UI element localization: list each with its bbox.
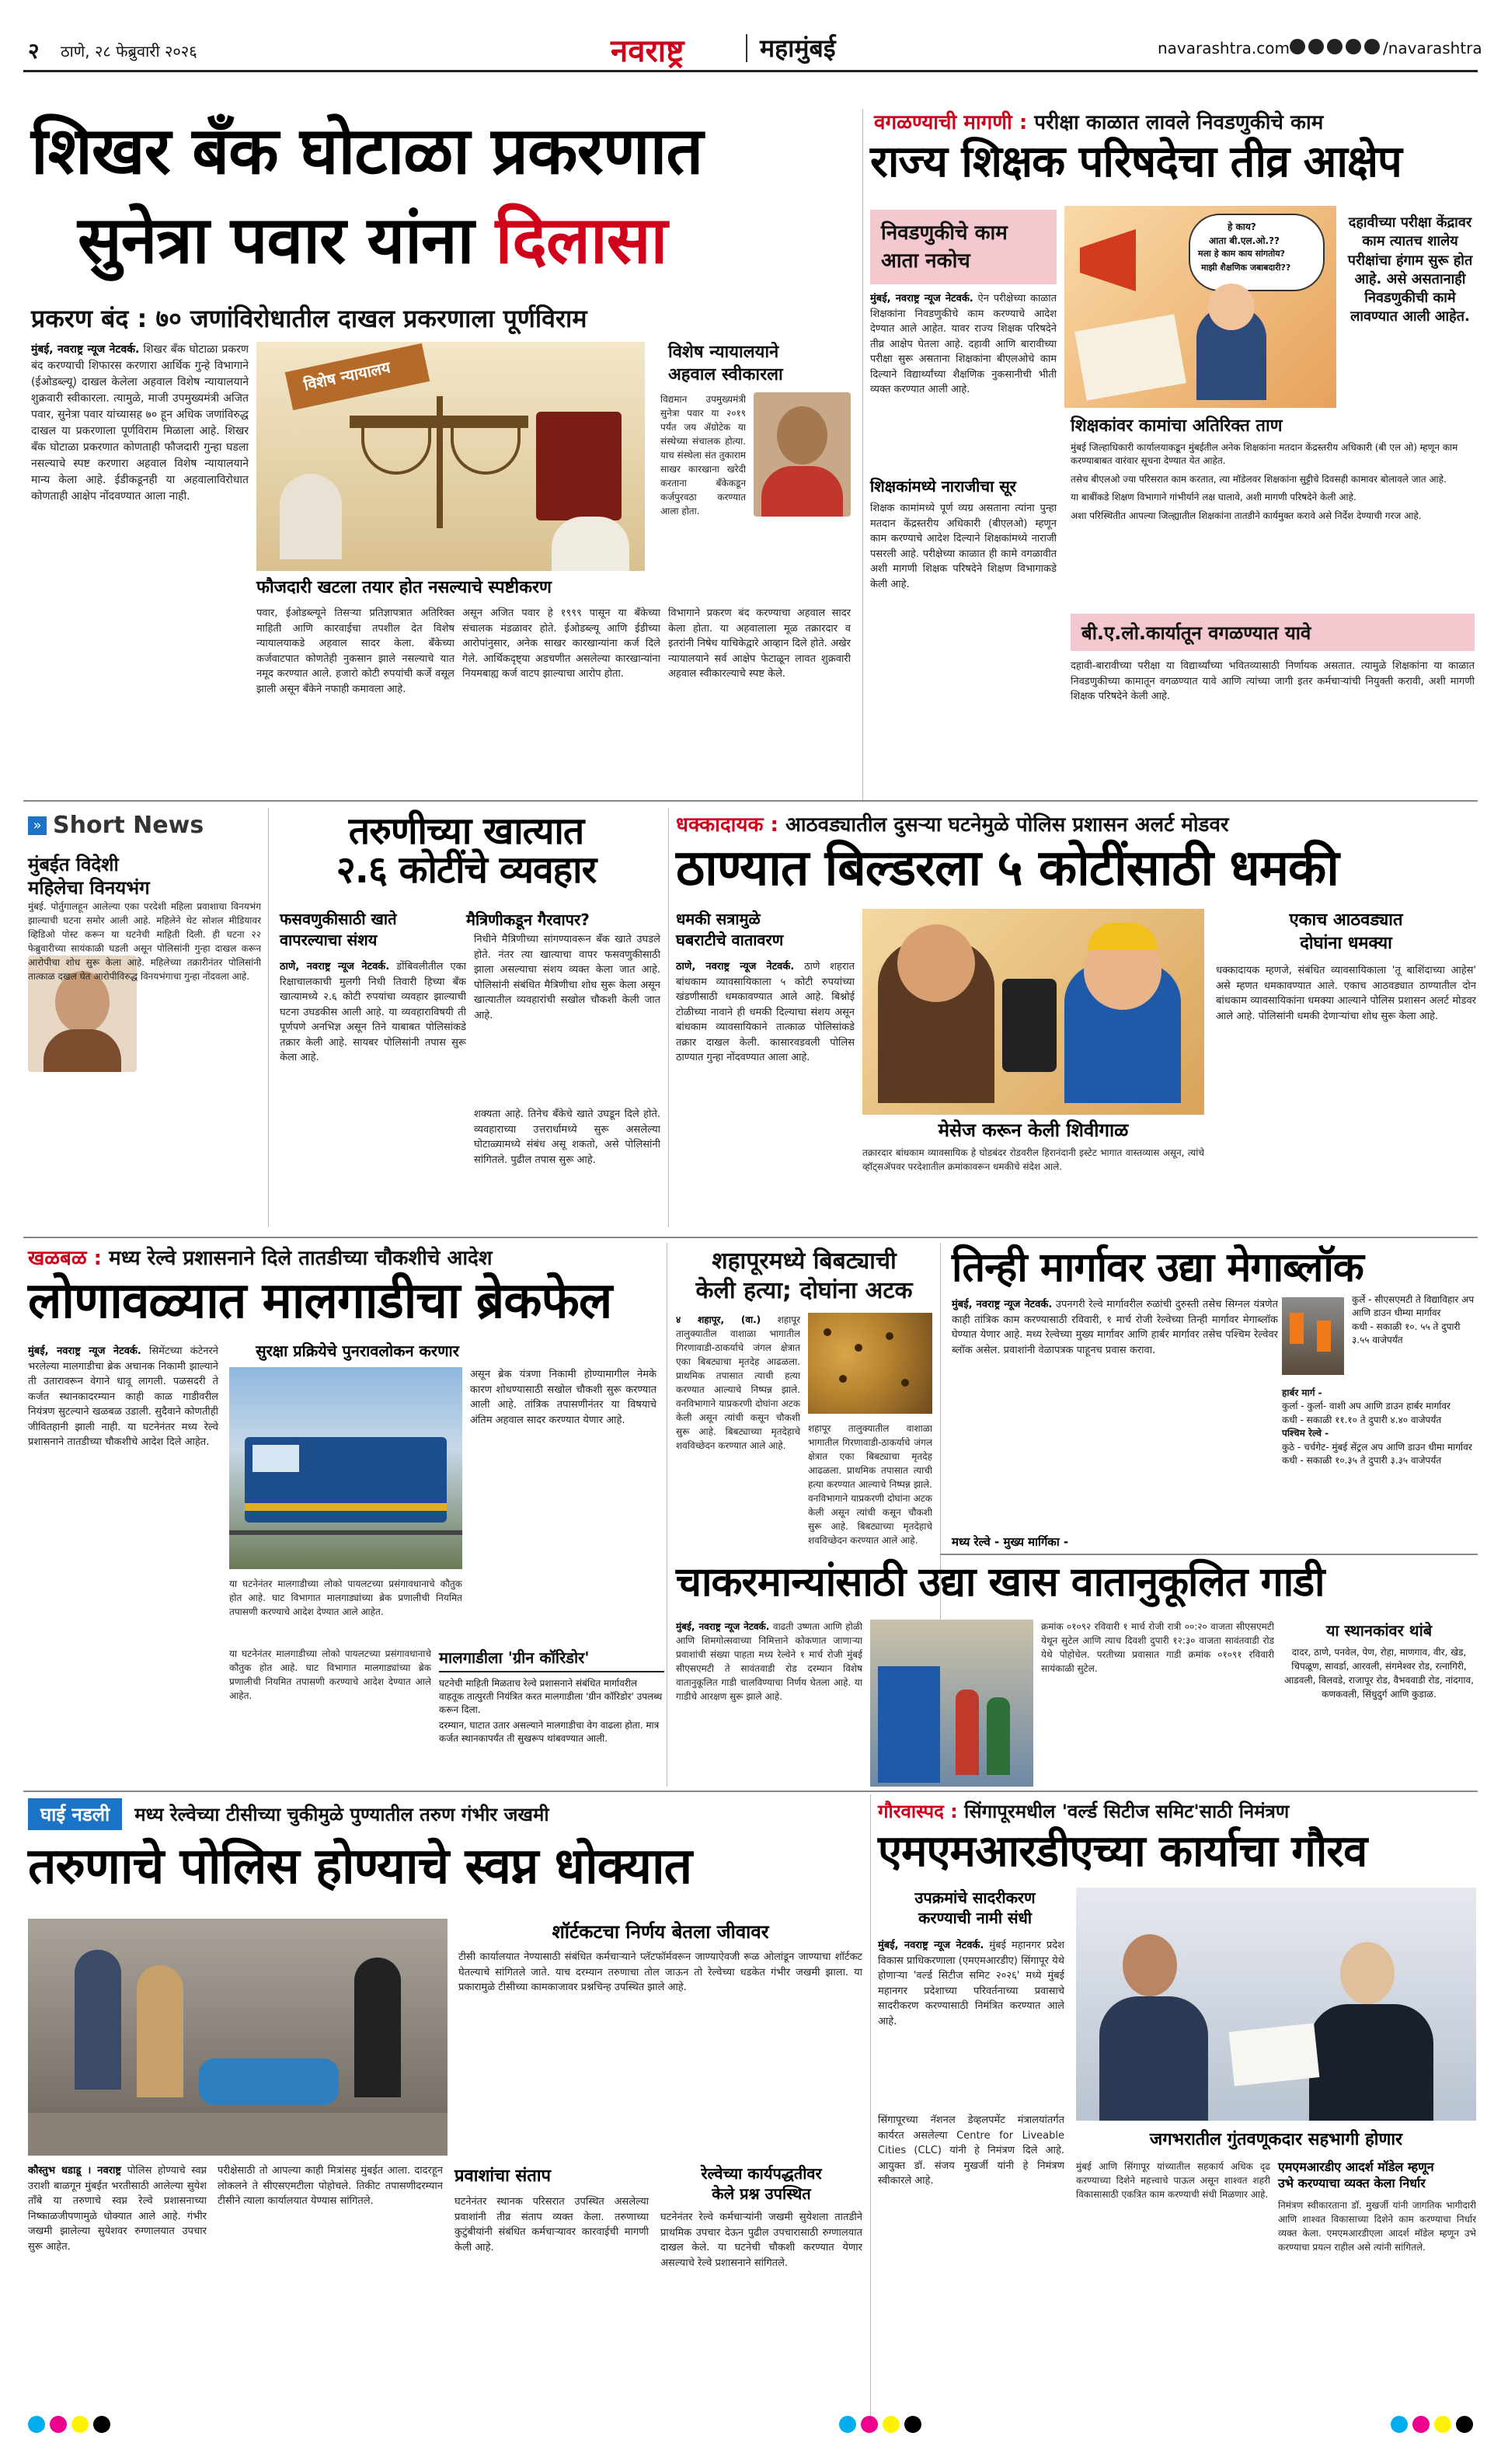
story10-body4: निमंत्रण स्वीकारताना डॉ. मुखर्जी यांनी जागतिक भागीदारी आणि शाश्वत विकासाच्या दिशेने काम करण्याचा निर्धार व्यक्त केला. एमएमआरडीएला आदर्श मॉडेल म्हणून उभे करण्याचा प्रयत्न राहील असे त्यांनी सांगितले. (1278, 2200, 1476, 2253)
story6-headline1: शहापूरमध्ये बिबट्याची (712, 1248, 897, 1275)
story6-leopard-photo (808, 1313, 932, 1414)
story2-dateline: मुंबई, नवराष्ट्र न्यूज नेटवर्क. (870, 293, 973, 305)
story9-kicker-tag: घाई नडली (28, 1798, 122, 1830)
story5-train-photo (229, 1367, 462, 1569)
story2-bullet4: अशा परिस्थितीत आपल्या जिल्ह्यातील शिक्षकांना तातडीने कार्यमुक्त करावे असे निर्देश देण्याची गरज आहे. (1071, 510, 1422, 521)
story9-body3: घटनेनंतर स्थानक परिसरात उपस्थित असलेल्या प्रवाशांनी तीव्र संताप व्यक्त केला. तरुणाच्या कुटुंबीयांनी संबंधित कर्मचाऱ्यावर कारवाईची मागणी केली आहे. (454, 2196, 649, 2253)
yellow-dot (1434, 2416, 1451, 2433)
story8-box-body: दादर, ठाणे, पनवेल, पेण, रोहा, माणगाव, वीर, खेड, चिपळूण, सावर्डा, आरवली, संगमेश्वर रोड, रत्नागिरी, आडवली, विलवडे, राजापूर रोड, वैभववाडी रोड, नांदगाव, कणकवली, सिंधुदुर्ग आणि कुडाळ. (1284, 1647, 1474, 1700)
story2-body2: शिक्षक कामांमध्ये पूर्ण व्यग्र असताना त्यांना पुन्हा मतदान केंद्रस्तरीय अधिकारी (बीएलओ) म्हणून काम करण्याचे आदेश दिल्याने शिक्षकांमध्ये नाराजी पसरली आहे. परीक्षेच्या काळात ही कामे वगळावीत अशी मागणी शिक्षक परिषदेने शिक्षण विभागाकडे केली आहे. (870, 503, 1057, 590)
story1-subhead: प्रकरण बंद : ७० जणांविरोधातील दाखल प्रकरणाला पूर्णविराम (31, 304, 587, 333)
story10-dateline: मुंबई, नवराष्ट्र न्यूज नेटवर्क. (878, 1940, 984, 1951)
story10-headline: एमएमआरडीएच्या कार्याचा गौरव (878, 1826, 1367, 1877)
story1-headline2-highlight: दिलासा (495, 202, 667, 278)
story9-body1: पोलिस होण्याचे स्वप्न उराशी बाळगून मुंबईत भरतीसाठी आलेल्या सुयेश ताँबे या तरुणाचे स्वप्न रेल्वे प्रशासनाच्या निष्काळजीपणामुळे धोक्यात आले आहे. गंभीर जखमी झालेल्या सुयेशवर रुग्णालयात उपचार सुरू आहेत. (28, 2165, 207, 2253)
edition-date: ठाणे, २८ फेब्रुवारी २०२६ (61, 42, 197, 61)
story4-kicker-tag: धक्कादायक : (676, 813, 778, 837)
story4-body1: ठाणे शहरात बांधकाम व्यावसायिकाला ५ कोटी रुपयांच्या खंडणीसाठी धमकावण्यात आले आहे. बिश्नोई टोळीच्या नावाने ही धमकी दिल्याचा संशय असून बांधकाम व्यावसायिकाने तात्काळ पोलिसांकडे तक्रार दाखल केली. कासारवडवली पोलिस ठाण्यात गुन्हा नोंदवण्यात आला आहे. (676, 961, 855, 1063)
yellow-dot (71, 2416, 89, 2433)
story7-right1: कुर्ले - सीएसएमटी ते विद्याविहार अप आणि डाउन धीम्या मार्गावर (1352, 1294, 1475, 1319)
short-news-body: मुंबई. पोर्तुगालहून आलेल्या एका परदेशी महिला प्रवाशाचा विनयभंग झाल्याची घटना समोर आली आहे. महिलेने थेट सोशल मीडियावर व्हिडिओ पोस्ट करून या घटनेची माहिती दिली. ही घटना २२ फेब्रुवारीच्या सायंकाळी घडली असून पोलिसांनी गुन्हा दाखल करून आरोपीचा शोध सुरू केला आहे. महिलेच्या तक्रारीनंतर पोलिसांनी तात्काळ दखल घेत आरोपीविरुद्ध विनयभंगाचा गुन्हा नोंदवला आहे. (28, 901, 261, 982)
short-news-label (28, 812, 204, 839)
story2-col1 (870, 291, 1057, 470)
story5-image-caption: सुरक्षा प्रक्रियेचे पुनरावलोकन करणार (256, 1342, 459, 1360)
story5-kicker-tag: खळबळ : (28, 1247, 103, 1270)
story1-side-body: विद्यमान उपमुख्यमंत्री सुनेत्रा पवार या २०१९ पर्यंत जय ॲग्रोटेक या संस्थेच्या संचालक होत्या. याच संस्थेला संत तुकाराम साखर कारखाना खरेदी करताना बँकेकडून कर्जपुरवठा करण्यात आला होता. (660, 394, 746, 517)
story7-dateline: मुंबई, नवराष्ट्र न्यूज नेटवर्क. (952, 1299, 1053, 1310)
story7-right4: कुर्ला - कुर्ला- वाशी अप आणि डाउन हार्बर मार्गावर (1282, 1401, 1451, 1412)
story2-headline: राज्य शिक्षक परिषदेचा तीव्र आक्षेप (870, 137, 1402, 187)
story4-sub1a: धमकी सत्रामुळे (676, 910, 761, 928)
story6-headline (676, 1247, 932, 1305)
story8-station-photo (870, 1620, 1033, 1787)
sunetra-photo (754, 392, 851, 517)
col-divider-main (862, 109, 863, 800)
cartoon-bubble-text1: हे काय? (1228, 221, 1256, 232)
story1-side-head2: अहवाल स्वीकारला (668, 364, 783, 385)
story2-body1: ऐन परीक्षेच्या काळात शिक्षकांना निवडणुकीचे काम करण्याचे आदेश देण्यात आले आहेत. यावर राज्य शिक्षक परिषदेने तीव्र आक्षेप घेतला आहे. दहावी आणि बारावीच्या परीक्षा सुरू असताना शिक्षकांना बीएलओचे काम दिल्याने विद्यार्थ्यांच्या शैक्षणिक नुकसानीची भीती व्यक्त करण्यात आली आहे. (870, 293, 1057, 395)
story3-headline1: तरुणीच्या खात्यात (348, 809, 584, 853)
story1-image-caption: फौजदारी खटला तयार होत नसल्याचे स्पष्टीकरण (256, 578, 552, 597)
story5-box-head: मालगाडीला 'ग्रीन कॉरिडोर' (439, 1647, 664, 1672)
story4-headline: ठाण्यात बिल्डरला ५ कोटींसाठी धमकी (676, 840, 1339, 897)
story8-box (1282, 1620, 1476, 1701)
twitter-icon[interactable] (1308, 39, 1324, 54)
story10-body3: मुंबई आणि सिंगापूर यांच्यातील सहकार्य अधिक दृढ करण्याच्या दिशेने महत्त्वाचे पाऊल असून शाश्वत शहरी विकासासाठी एकत्रित काम करण्याची संधी मिळणार आहे. (1076, 2161, 1270, 2200)
story6-dateline: ४ शहापूर, (वा.) (676, 1314, 761, 1325)
story5-body4-text: या घटनेनंतर मालगाडीच्या लोको पायलटच्या प्रसंगावधानाचे कौतुक होत आहे. घाट विभागात मालगाड्यांच्या ब्रेक प्रणालीची नियमित तपासणी करण्याचे आदेश देण्यात आले आहेत. (229, 1648, 431, 1701)
brand-logo: नवराष्ट्र (611, 33, 684, 69)
short-news-title: Short News (53, 812, 204, 839)
story8-box-head: या स्थानकांवर थांबे (1325, 1621, 1433, 1640)
story1-side-head1: विशेष न्यायालयाने (668, 343, 779, 362)
story8-body2: क्रमांक ०१०९२ रविवारी १ मार्च रोजी रात्री ००:२० वाजता सीएसएमटी येथून सुटेल आणि त्याच दिवशी दुपारी १२:३० वाजता सावंतवाडी रोड येथे पोहोचेल. परतीच्या प्रवासात गाडी क्रमांक ०१०९१ रविवारी सायंकाळी सुटेल. (1041, 1621, 1274, 1674)
story6-body2 (808, 1422, 932, 1639)
story9-sub3b: केले प्रश्न उपस्थित (712, 2184, 811, 2203)
story5-kicker (28, 1243, 657, 1271)
cartoon-bubble-text2: आता बी.एल.ओ.?? (1209, 235, 1280, 246)
story1-headline2-a: सुनेत्रा पवार यांना (78, 202, 496, 278)
header-rule (23, 70, 1478, 72)
story1-side-head (668, 342, 847, 386)
story1-body1: शिखर बँक घोटाळा प्रकरण बंद करण्याची शिफारस करणारा आर्थिक गुन्हे विभागाने (ईओडब्ल्यू) दाखल केलेला अहवाल विशेष न्यायालयाने शुक्रवारी स्वीकारला. त्यामुळे, माजी उपमुख्यमंत्री अजित पवार, सुनेत्रा पवार यांच्यासह ७० हून अधिक जणांविरुद्ध दाखल या प्रकरणाला पूर्णविराम मिळाला आहे. शिखर बँक घोटाळा प्रकरणात कोणताही फौजदारी गुन्हा घडला नसल्याचे स्पष्ट करणारा अहवाल विशेष न्यायालयाने मान्य केला आहे. ईडीकडूनही या अहवालाविरोधात कोणताही आक्षेप नोंदवण्यात आला नाही. (31, 343, 249, 503)
story10-image-caption: जगभरातील गुंतवणूकदार सहभागी होणार (1149, 2130, 1403, 2149)
story3-dateline: ठाणे, नवराष्ट्र न्यूज नेटवर्क. (280, 961, 390, 973)
story2-body3: दहावी-बारावीच्या परीक्षा या विद्यार्थ्यांच्या भवितव्यासाठी निर्णायक असतात. त्यामुळे शिक्षकांना या काळात निवडणुकीच्या कामातून वगळण्यात यावे आणि त्यांच्या जागी इतर कर्मचाऱ्यांची नियुक्ती करावी, अशी मागणी शिक्षक परिषदेने केली आहे. (1071, 660, 1475, 702)
short-news-headline2: महिलेचा विनयभंग (28, 877, 150, 899)
story2-sidebar: दहावीच्या परीक्षा केंद्रावर काम त्यातच शालेय परीक्षांचा हंगाम सुरू होत आहे. असे असतानाही निवडणुकीची कामे लावण्यात आली आहेत. (1347, 214, 1473, 325)
youtube-icon[interactable] (1346, 39, 1361, 54)
story9-sub2: प्रवाशांचा संताप (454, 2166, 552, 2186)
story4-body3: धक्कादायक म्हणजे, संबंधित व्यावसायिकाला 'तू बाशिंदाच्या आहेस' असे म्हणत धमकावण्यात आले. एकाच आठवड्यात ठाण्यातील दोन बांधकाम व्यावसायिकांना धमक्या आल्याने पोलिस प्रशासन अलर्ट मोडवर आले आहे. पोलिसांनी धमकी देणाऱ्यांचा शोध सुरू केला आहे. (1216, 965, 1476, 1022)
story2-bullet3: या बाबींकडे शिक्षण विभागाने गांभीर्याने लक्ष घालावे, अशी मागणी परिषदेने केली आहे. (1071, 492, 1356, 503)
col-divider-short (268, 808, 269, 1227)
story4-sub2 (1216, 909, 1476, 955)
story9-col1 (28, 2163, 207, 2412)
page-number: २ (28, 38, 40, 64)
story5-box-b2: दरम्यान, घाटात उतार असल्याने मालगाडीचा वेग वाढला होता. मात्र कर्जत स्थानकापर्यंत ती सुखरूप थांबवण्यात आली. (439, 1720, 660, 1745)
story6-headline2: केली हत्या; दोघांना अटक (695, 1276, 913, 1304)
story5-col1 (28, 1344, 218, 1787)
story10-sub2 (1278, 2159, 1476, 2192)
story8-col1 (676, 1620, 862, 1787)
story10-sub2b: उभे करण्याचा व्यक्त केला निर्धार (1278, 2175, 1426, 2191)
col-divider-story9 (870, 1794, 871, 2416)
story2-bullet2: तसेच बीएलओ ज्या परिसरात काम करतात, त्या मॉडेलवर शिक्षकांना सुट्टीचे दिवसही कामावर बोलावले जात आहे. (1071, 473, 1447, 485)
story2-pink-box2 (1071, 614, 1475, 651)
story10-sub1a: उपक्रमांचे सादरीकरण (914, 1888, 1036, 1907)
magenta-dot (1412, 2416, 1430, 2433)
story9-kicker-text: मध्य रेल्वेच्या टीसीच्या चुकीमुळे पुण्यातील तरुण गंभीर जखमी (134, 1804, 549, 1825)
story2-cartoon (1064, 206, 1336, 408)
header-divider (746, 34, 747, 62)
story4-kicker (676, 809, 1476, 837)
story4-sub1b: घबराटीचे वातावरण (676, 931, 784, 949)
story7-right6: पश्चिम रेल्वे - (1282, 1428, 1329, 1439)
story5-dateline: मुंबई, नवराष्ट्र न्यूज नेटवर्क. (28, 1345, 141, 1357)
story7-col1 (952, 1297, 1278, 1530)
story7-right3: हार्बर मार्ग - (1282, 1387, 1322, 1398)
story9-headline: तरुणाचे पोलिस होण्याचे स्वप्न धोक्यात (28, 1838, 692, 1895)
story4-dateline: ठाणे, नवराष्ट्र न्यूज नेटवर्क. (676, 961, 795, 973)
story7-right-list2 (1282, 1387, 1476, 1467)
black-dot (1456, 2416, 1473, 2433)
story3-headline (280, 809, 653, 893)
story8-headline: चाकरमान्यांसाठी उद्या खास वातानुकूलित गाडी (676, 1559, 1325, 1606)
story7-headline: तिन्ही मार्गावर उद्या मेगाब्लॉक (952, 1244, 1363, 1291)
story7-track-photo (1282, 1297, 1344, 1375)
section-rule-4 (23, 1791, 1478, 1792)
story2-kicker-text: परीक्षा काळात लावले निवडणुकीचे काम (1027, 111, 1324, 134)
story10-col1 (878, 1938, 1064, 2109)
story1-col-c: विभागाने प्रकरण बंद करण्याचा अहवाल सादर केला होता. या अहवालाला मूळ तक्रारदार व इतरांनी निषेध याचिकेद्वारे आव्हान दिले होते. अखेर न्यायालयाने सर्व आक्षेप फेटाळून लावत शुक्रवारी अहवाल स्वीकारल्याचे स्पष्ट केले. (668, 607, 851, 680)
story5-box (439, 1647, 664, 1787)
story10-sub1 (878, 1888, 1072, 1928)
story4-sub2b: दोघांना धमक्या (1300, 933, 1392, 953)
yellow-dot (883, 2416, 900, 2433)
story10-body1: मुंबई महानगर प्रदेश विकास प्राधिकरणाला (एमएमआरडीए) सिंगापूर येथे होणाऱ्या 'वर्ल्ड सिटीज समिट २०२६' मध्ये मुंबई महानगर प्रदेशाच्या परिवर्तनाच्या प्रवासाचे सादरीकरण करण्यासाठी निमंत्रित करण्यात आले आहे. (878, 1940, 1064, 2027)
short-news-headline1: मुंबईत विदेशी (28, 854, 119, 875)
cyan-dot (1391, 2416, 1408, 2433)
story4-illustration (862, 909, 1204, 1115)
story8-body1: वाढती उष्णता आणि होळी आणि शिमगोत्सवाच्या निमित्ताने कोकणात जाणाऱ्या प्रवाशांची संख्या पाहता मध्य रेल्वेने १ मार्च रोजी मुंबई सीएसएमटी ते सावंतवाडी रोड दरम्यान विशेष वातानुकूलित गाडी चालविण्याचा निर्णय घेतला आहे. या गाडीचे आरक्षण सुरू झाले आहे. (676, 1621, 862, 1702)
cartoon-bubble-text4: माझी शैक्षणिक जबाबदारी?? (1201, 263, 1291, 273)
story1-illustration (256, 342, 645, 571)
story3-sub1a: फसवणुकीसाठी खाते (280, 910, 397, 928)
story2-subhead-a: शिक्षकांमध्ये नाराजीचा सूर (870, 477, 1016, 496)
story2-kicker (874, 107, 1480, 135)
story3-body2: निधीने मैत्रिणीच्या सांगण्यावरून बँक खाते उघडले होते. नंतर त्या खात्याचा वापर फसवणुकीसाठी झाला असल्याचा संशय व्यक्त केला जात आहे. पोलिसांनी संबंधित मैत्रिणीचा शोध सुरू केला असून खात्यातील व्यवहारांची सखोल चौकशी केली जात आहे. (474, 934, 660, 1021)
magenta-dot (861, 2416, 878, 2433)
story5-kicker-text: मध्य रेल्वे प्रशासनाने दिले तातडीच्या चौकशीचे आदेश (102, 1247, 493, 1270)
registration-marks-center (839, 2416, 921, 2433)
story9-dateline: कौस्तुभ धडाडू । नवराष्ट्र (28, 2165, 122, 2177)
story5-body2: या घटनेनंतर मालगाडीच्या लोको पायलटच्या प्रसंगावधानाचे कौतुक होत आहे. घाट विभागात मालगाड्यांच्या ब्रेक प्रणालीची नियमित तपासणी करण्याचे आदेश देण्यात आले आहेत. (229, 1578, 462, 1617)
story2-bullet1: मुंबई जिल्हाधिकारी कार्यालयाकडून मुंबईतील अनेक शिक्षकांना मतदान केंद्रस्तरीय अधिकारी (बी एल ओ) म्हणून काम करण्याबाबत वारंवार सूचना देण्यात येत आहेत. (1071, 442, 1458, 467)
story2-pink-head1: निवडणुकीचे काम (881, 221, 1008, 245)
story2-pink-box (870, 210, 1057, 284)
story9-sub1: शॉर्टकटचा निर्णय बेतला जीवावर (552, 1921, 769, 1943)
story4-image-caption: मेसेज करून केली शिवीगाळ (938, 1119, 1129, 1141)
story3-sub1b: वापरल्याचा संशय (280, 931, 378, 949)
story2-bullets (1071, 441, 1475, 523)
story2-box-head: शिक्षकांवर कामांचा अतिरिक्त ताण (1071, 416, 1283, 436)
story7-right2: कधी - सकाळी १०. ५५ ते दुपारी ३.५५ वाजेपर्यंत (1352, 1321, 1461, 1346)
story8-dateline: मुंबई, नवराष्ट्र न्यूज नेटवर्क. (676, 1621, 770, 1632)
story7-right-list (1352, 1293, 1476, 1348)
story6-body: शहापूर तालुक्यातील वाशाळा भागातील गिरणावाडी-ठाकर्याचे जंगल क्षेत्रात एका बिबट्याचा मृतदेह आढळला. प्राथमिक तपासात त्याची हत्या करण्यात आल्याचे निष्पन्न झाले. वनविभागाने याप्रकरणी दोघांना अटक केली असून त्यांची कसून चौकशी सुरू आहे. बिबट्याच्या मृतदेहाचे शवविच्छेदन करण्यात आले आहे. (676, 1314, 800, 1451)
story7-body: उपनगरी रेल्वे मार्गावरील रुळांची दुरुस्ती तसेच सिग्नल यंत्रणेत काही तांत्रिक काम करण्यासाठी रविवारी, १ मार्च रोजी रेल्वेच्या तिन्ही मार्गावर मेगाब्लॉक घेण्यात येणार आहे. मध्य रेल्वेच्या मुख्य मार्गावर आणि हार्बर मार्गावर तसेच पश्चिम रेल्वेवर ब्लॉक असेल. प्रवाशांनी वेळापत्रक पाहूनच प्रवास करावा. (952, 1299, 1278, 1356)
story2-pink-head3: बी.ए.लो.कार्यातून वगळण्यात यावे (1081, 622, 1311, 644)
story10-sub2a: एमएमआरडीए आदर्श मॉडेल म्हणून (1278, 2159, 1434, 2174)
facebook-icon[interactable] (1290, 39, 1305, 54)
story9-body-top: टीसी कार्यालयात नेण्यासाठी संबंधित कर्मचाऱ्याने प्लॅटफॉर्मवरून जाण्याऐवजी रूळ ओलांडून जाण्याचा शॉर्टकट घेतल्याचे सांगितले जाते. याच दरम्यान तरुणाचा तोल जाऊन तो रेल्वेच्या धडकेत गंभीर जखमी झाला. या प्रकारामुळे टीसीच्या कामकाजावर प्रश्नचिन्ह उपस्थित झाले आहे. (458, 1951, 862, 1993)
story1-body (31, 342, 249, 788)
story5-headline: लोणावळ्यात मालगाडीचा ब्रेकफेल (28, 1272, 612, 1330)
story9-photo (28, 1919, 448, 2156)
edition-name: महामुंबई (760, 33, 836, 63)
instagram-icon[interactable] (1327, 39, 1343, 54)
section-rule-3 (940, 1554, 1478, 1555)
website-link[interactable]: navarashtra.com (1158, 39, 1290, 57)
story9-body2: परीक्षेसाठी तो आपल्या काही मित्रांसह मुंबईत आला. दादरहून लोकलने ते सीएसएमटीला पोहोचले. तिकीट तपासणीदरम्यान टीसीने त्याला कार्यालयात येण्यास सांगितले. (218, 2165, 443, 2207)
black-dot (904, 2416, 921, 2433)
story6-body-cont: शहापूर तालुक्यातील वाशाळा भागातील गिरणावाडी-ठाकर्याचे जंगल क्षेत्रात एका बिबट्याचा मृतदेह आढळला. प्राथमिक तपासात त्याची हत्या करण्यात आल्याचे निष्पन्न झाले. वनविभागाने याप्रकरणी दोघांना अटक केली असून त्यांची कसून चौकशी सुरू आहे. बिबट्याच्या मृतदेहाचे शवविच्छेदन करण्यात आले आहे. (808, 1423, 932, 1546)
story9-sub3a: रेल्वेच्या कार्यपद्धतीवर (701, 2164, 822, 2183)
story5-body1: सिमेंटच्या कंटेनरने भरलेल्या मालगाडीचा ब्रेक अचानक निकामी झाल्याने ती उतारावरून वेगाने धावू लागली. पळसदरी ते कर्जत स्थानकादरम्यान काही काळ गाडीवरील नियंत्रण सुटल्याने खळबळ उडाली. सुदैवाने कोणतीही जीवितहानी झाली नाही. या घटनेनंतर मध्य रेल्वे प्रशासनाने तातडीच्या चौकशीचे आदेश दिले आहेत. (28, 1345, 218, 1448)
registration-marks-left (28, 2416, 110, 2433)
story4-sub2a: एकाच आठवड्यात (1289, 910, 1403, 930)
story10-body2: सिंगापूरच्या नॅशनल डेव्हलपमेंट मंत्रालयांतर्गत कार्यरत असलेल्या Centre for Liveable Cities (CLC) यांनी हे निमंत्रण दिले आहे. आयुक्त डॉ. संजय मुखर्जी यांनी हे निमंत्रण स्वीकारले आहे. (878, 2114, 1064, 2187)
story5-body4 (229, 1647, 431, 1787)
story3-headline2: २.६ कोटींचे व्यवहार (336, 848, 597, 893)
story7-right7: कुठे - चर्चगेट- मुंबई सेंट्रल अप आणि डाउन धीमा मार्गावर (1282, 1441, 1472, 1453)
story2-pink-head2: आता नकोच (881, 249, 970, 273)
registration-marks-right (1391, 2416, 1473, 2433)
section-rule-1 (23, 800, 1478, 802)
social-icons[interactable] (1290, 39, 1380, 54)
story3-body1: डोंबिवलीतील एका रिक्षाचालकाची मुलगी निधी तिवारी हिच्या बँक खात्यामध्ये २.६ कोटी रुपयांचा व्यवहार झाल्याची घटना उघडकीस आली आहे. या व्यवहाराविषयी ती पूर्णपणे अनभिज्ञ असून तिने याबाबत पोलिसांकडे तक्रार केली आहे. सायबर पोलिसांनी तपास सुरू केला आहे. (280, 961, 466, 1063)
story4-kicker-text: आठवड्यातील दुसऱ्या घटनेमुळे पोलिस प्रशासन अलर्ट मोडवर (778, 813, 1229, 837)
story1-col-b: असून अजित पवार हे १९९९ पासून या बँकेच्या संचालक मंडळावर होते. ईओडब्ल्यू आणि ईडीच्या आरोपांनुसार, अनेक साखर कारखान्यांना कर्ज दिले गेले. आर्थिकदृष्ट्या अडचणीत असलेल्या कारखान्यांना नियमबाह्य कर्ज वाटप झाल्याचा आरोप होता. (462, 607, 660, 680)
story3-col1 (280, 959, 466, 1231)
story7-right8: कधी - सकाळी १०.३५ ते दुपारी ३.३५ वाजेपर्यंत (1282, 1454, 1442, 1466)
linkedin-icon[interactable] (1364, 39, 1380, 54)
court-sign: विशेष न्यायालय (301, 357, 392, 395)
story3-body3: शक्यता आहे. तिनेच बँकेचे खाते उघडून दिले होते. व्यवहाराच्या उत्तरार्धामध्ये सुरू असलेल्या घोटाळ्यामध्ये संबंध असू शकतो, असे पोलिसांनी सांगितले. पुढील तपास सुरू आहे. (474, 1108, 660, 1166)
story10-photo (1076, 1888, 1476, 2121)
black-dot (93, 2416, 110, 2433)
short-news-chevron-icon: » (28, 816, 47, 835)
story1-headline1: शिखर बँक घोटाळा प्रकरणात (31, 113, 703, 189)
story10-kicker-tag: गौरवास्पद : (878, 1801, 958, 1822)
story3-sub2: मैत्रिणीकडून गैरवापर? (466, 910, 590, 929)
story7-right5: कधी - सकाळी ११.१० ते दुपारी ४.४० वाजेपर्यंत (1282, 1414, 1442, 1425)
story4-sub1 (676, 909, 862, 951)
story9-kicker (28, 1798, 867, 1830)
cartoon-bubble-text3: मला हे काम काय सांगतोय? (1198, 249, 1285, 259)
magenta-dot (50, 2416, 67, 2433)
story5-body3: असून ब्रेक यंत्रणा निकामी होण्यामागील नेमके कारण शोधण्यासाठी सखोल चौकशी सुरू करण्यात आली आहे. तांत्रिक तपासणीनंतर या विषयाचे अंतिम अहवाल सादर करण्यात येणार आहे. (470, 1369, 656, 1426)
cyan-dot (839, 2416, 856, 2433)
story4-col1 (676, 959, 855, 1227)
story3-sub1 (280, 909, 466, 951)
story5-box-b1: घटनेची माहिती मिळताच रेल्वे प्रशासनाने संबंधित मार्गावरील वाहतूक तात्पुरती नियंत्रित करत मालगाडीला 'ग्रीन कॉरिडोर' उपलब्ध करून दिला. (439, 1678, 663, 1715)
section-rule-2 (23, 1237, 1478, 1238)
story1-dateline: मुंबई, नवराष्ट्र न्यूज नेटवर्क. (31, 343, 140, 356)
story9-body4: घटनेनंतर रेल्वे कर्मचाऱ्यांनी जखमी सुयेशला तातडीने प्राथमिक उपचार देऊन पुढील उपचारासाठी रुग्णालयात दाखल केले. या घटनेची चौकशी करण्यात येणार असल्याचे रेल्वे प्रशासनाने सांगितले. (660, 2212, 862, 2269)
col-divider-story3 (668, 808, 669, 1227)
cyan-dot (28, 2416, 45, 2433)
story9-sub3 (660, 2163, 862, 2204)
story1-headline2 (78, 202, 855, 278)
story1-col-a: पवार, ईओडब्ल्यूने तिसऱ्या प्रतिज्ञापत्रात अतिरिक्त माहिती आणि कारवाईचा तपशील देत विशेष न्यायालयाकडे अहवाल सादर केला. बँकेच्या कर्जवाटपात कोणतेही नुकसान झाले नसल्याचे यात नमूद करण्यात आले. हजारो कोटी रुपयांची कर्जे वसूल झाली असून बँकेने नफाही कमावला आहे. (256, 607, 454, 695)
story7-footer: मध्य रेल्वे - मुख्य मार्गिका - (952, 1535, 1069, 1549)
story10-kicker-text: सिंगापूरमधील 'वर्ल्ड सिटीज समिट'साठी निमंत्रण (957, 1801, 1290, 1822)
story10-kicker (878, 1798, 1484, 1824)
social-handle[interactable]: /navarashtra (1383, 39, 1482, 57)
story4-body2: तक्रारदार बांधकाम व्यावसायिक हे घोडबंदर रोडवरील हिरानंदानी इस्टेट भागात वास्तव्यास असून, त्यांचे व्हॉट्सॲपवर परदेशातील क्रमांकावरून धमकीचे संदेश आले. (862, 1147, 1204, 1172)
short-news-headline (28, 853, 261, 900)
story2-kicker-tag: वगळण्याची मागणी : (874, 111, 1028, 134)
story10-sub1b: करण्याची नामी संधी (918, 1909, 1033, 1927)
